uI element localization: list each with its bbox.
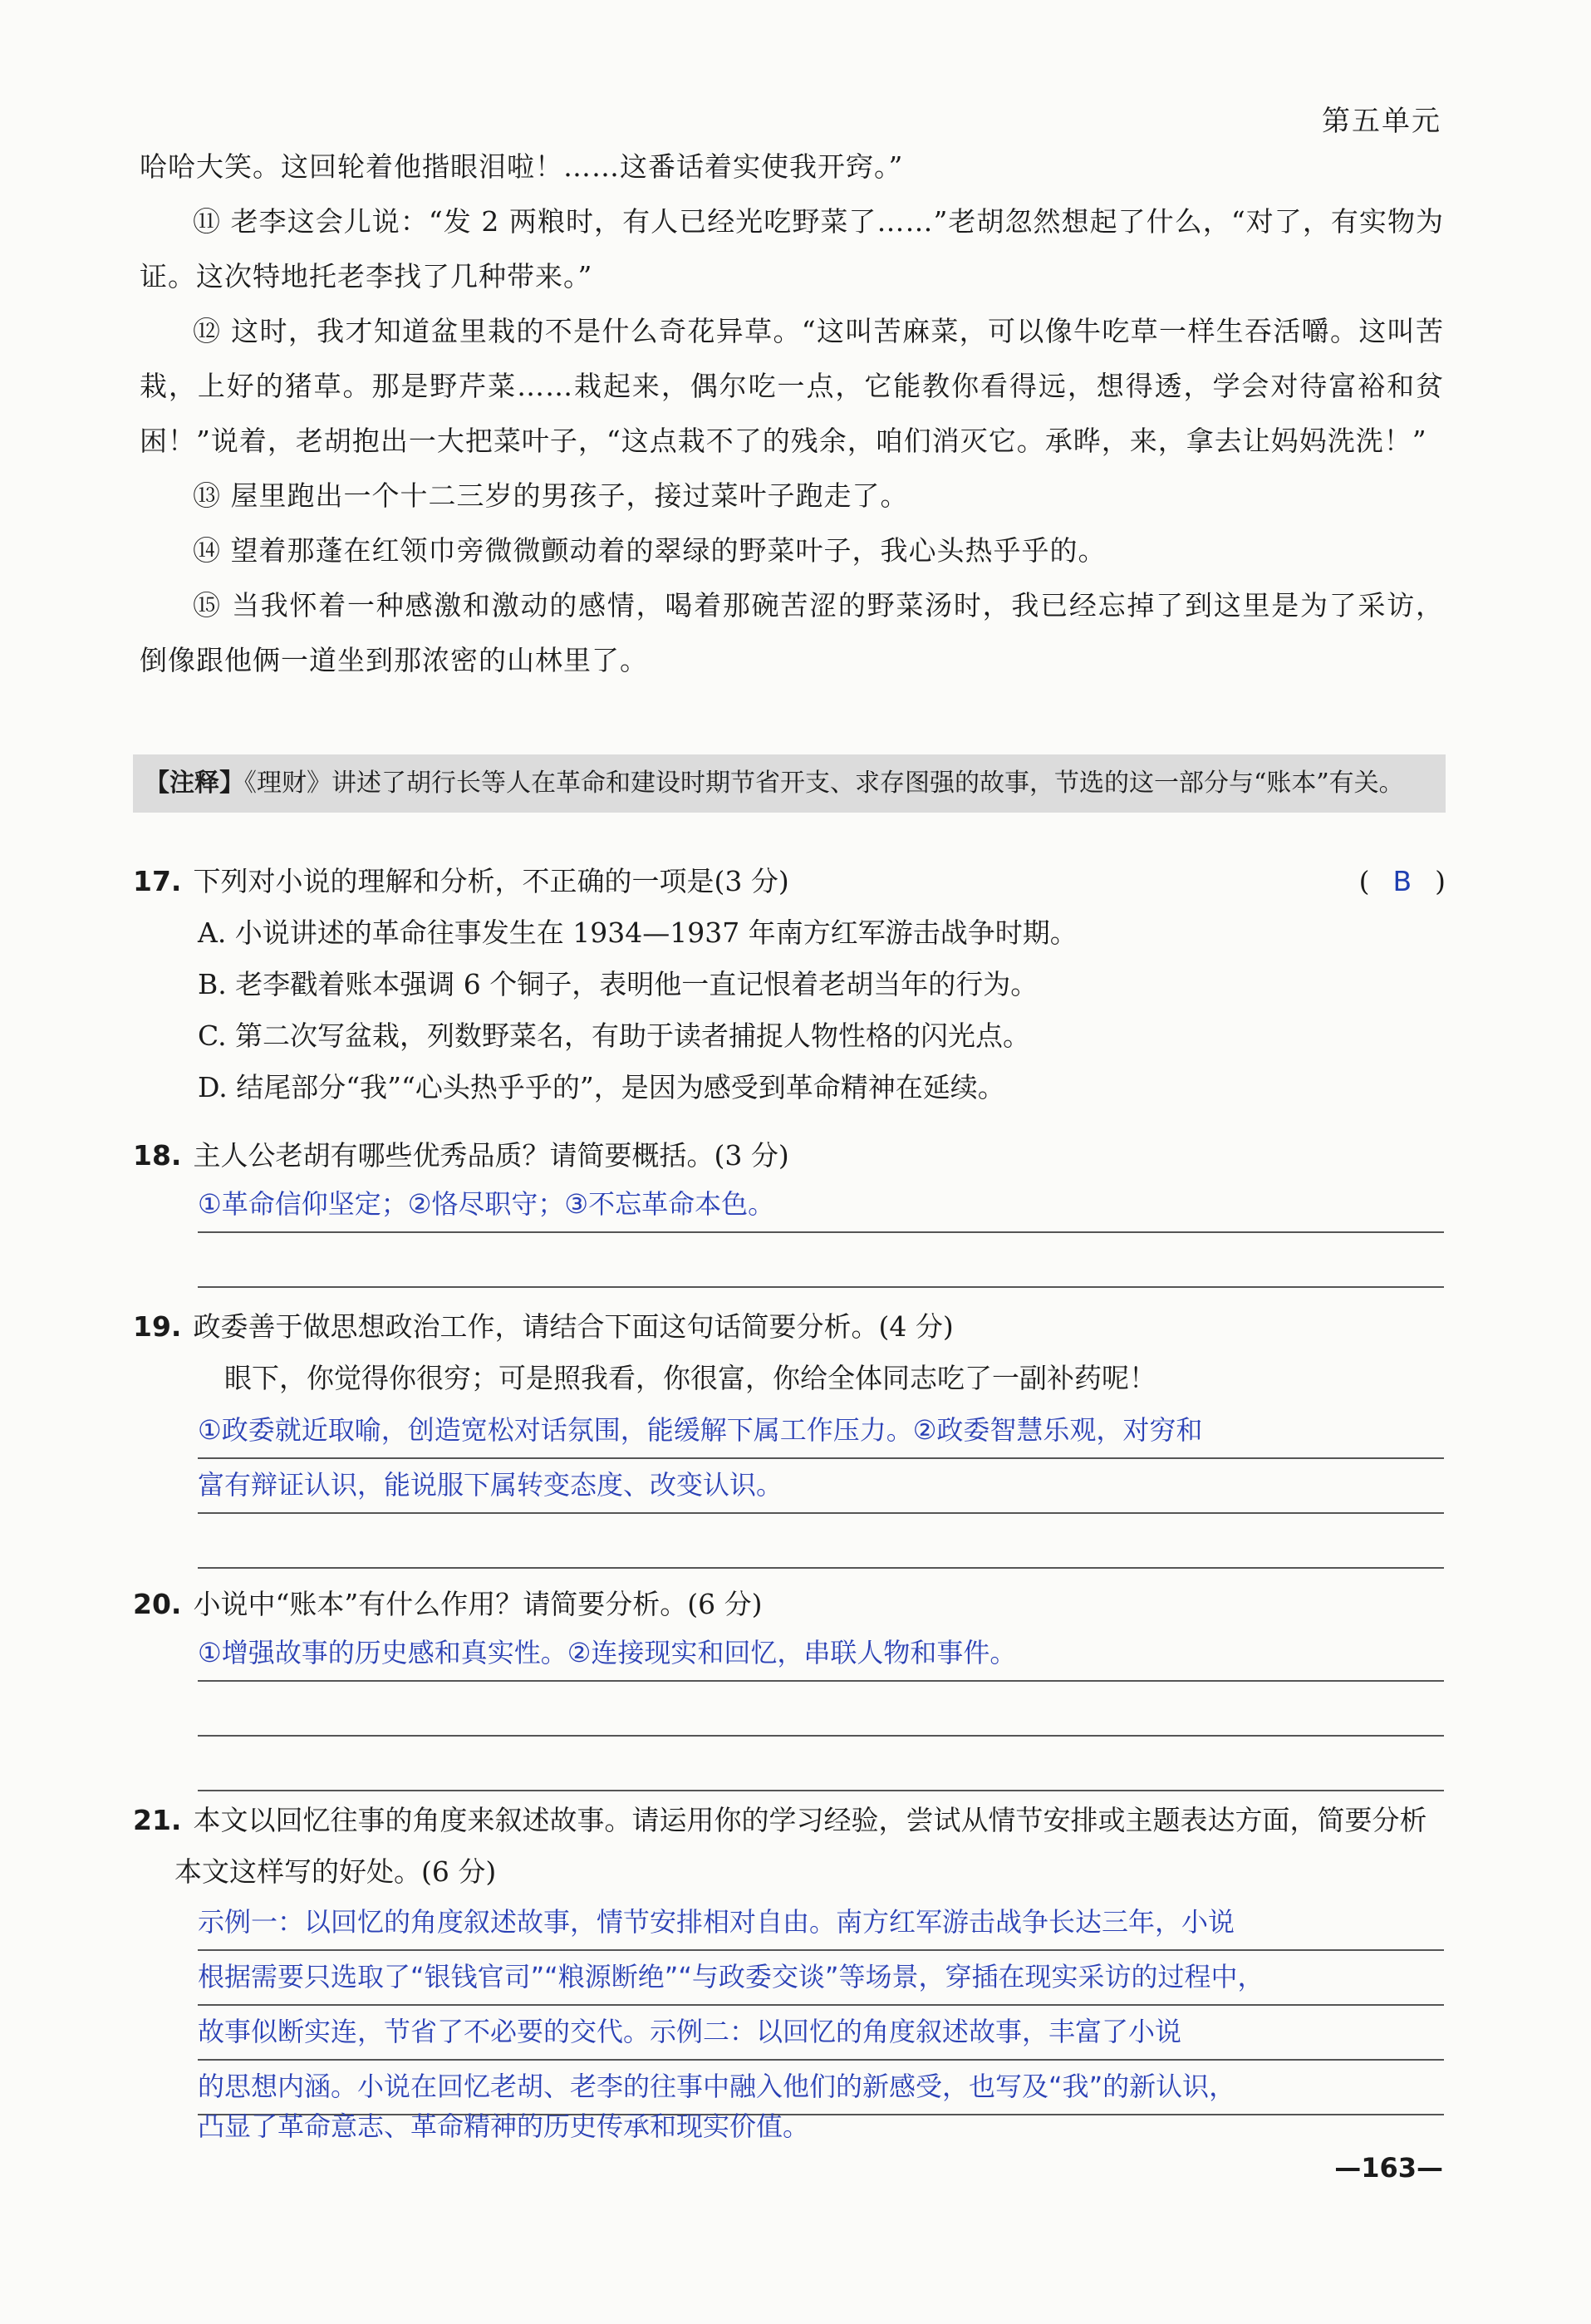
question-stem: 本文以回忆往事的角度来叙述故事。请运用你的学习经验，尝试从情节安排或主题表达方面，简要分析本文这样写的好处。(6 分) <box>174 1804 1427 1888</box>
question-stem: 小说中“账本”有什么作用？请简要分析。(6 分) <box>193 1588 763 1620</box>
answer-line <box>198 1235 1444 1288</box>
question-17 <box>133 856 1446 1113</box>
question-number: 18. <box>133 1139 182 1172</box>
question-20 <box>133 1579 1446 1630</box>
option-c: C. 第二次写盆栽，列数野菜名，有助于读者捕捉人物性格的闪光点。 <box>198 1020 1031 1052</box>
annotation-text: 《理财》讲述了胡行长等人在革命和建设时期节省开支、求存图强的故事，节选的这一部分与“账本”有关。 <box>244 769 1404 798</box>
choice-answer: B <box>1392 865 1412 897</box>
paren-open: ( <box>1358 865 1370 897</box>
answer-line: 凸显了革命意志、革命精神的历史传承和现实价值。 <box>198 2110 810 2142</box>
answer-bracket <box>1359 856 1446 907</box>
answer-line: 富有辩证认识，能说服下属转变态度、改变认识。 <box>198 1461 1444 1514</box>
answer-line: 的思想内涵。小说在回忆老胡、老李的往事中融入他们的新感受，也写及“我”的新认识， <box>198 2062 1444 2115</box>
question-stem: 政委善于做思想政治工作，请结合下面这句话简要分析。(4 分) <box>193 1310 954 1343</box>
answer-line: ①政委就近取喻，创造宽松对话氛围，能缓解下属工作压力。②政委智慧乐观，对穷和 <box>198 1406 1444 1459</box>
paren-close: ) <box>1435 865 1446 897</box>
page-number: —163— <box>1334 2152 1443 2184</box>
answer-line: 示例一：以回忆的角度叙述故事，情节安排相对自由。南方红军游击战争长达三年，小说 <box>198 1898 1444 1951</box>
unit-header: 第五单元 <box>1322 105 1441 138</box>
paragraph: ⑭ 望着那蓬在红领巾旁微微颤动着的翠绿的野菜叶子，我心头热乎乎的。 <box>193 534 1107 567</box>
question-number: 20. <box>133 1588 182 1620</box>
option-b: B. 老李戳着账本强调 6 个铜子，表明他一直记恨着老胡当年的行为。 <box>198 968 1039 1000</box>
story-excerpt <box>140 140 1444 688</box>
answer-line: ①革命信仰坚定；②恪尽职守；③不忘革命本色。 <box>198 1180 1444 1233</box>
option-a: A. 小说讲述的革命往事发生在 1934—1937 年南方红军游击战争时期。 <box>198 916 1078 949</box>
question-number: 21. <box>133 1804 182 1836</box>
paragraph: ⑫ 这时，我才知道盆里栽的不是什么奇花异草。“这叫苦麻菜，可以像牛吃草一样生吞活嚼。这叫苦栽，上好的猪草。那是野芹菜……栽起来，偶尔吃一点，它能教你看得远，想得透，学会对待富裕和贫困！”说着，老胡抱出一大把菜叶子，“这点栽不了的残余，咱们消灭它。承晔，来，拿去让妈妈洗洗！” <box>140 315 1444 457</box>
answer-line: 根据需要只选取了“银钱官司”“粮源断绝”“与政委交谈”等场景，穿插在现实采访的过程中， <box>198 1953 1444 2006</box>
question-stem: 下列对小说的理解和分析，不正确的一项是(3 分) <box>193 865 789 897</box>
question-19 <box>133 1301 1446 1404</box>
question-21 <box>133 1795 1446 1898</box>
answer-line <box>198 1683 1444 1737</box>
annotation-box <box>133 754 1446 813</box>
answer-line <box>198 1738 1444 1791</box>
question-stem: 主人公老胡有哪些优秀品质？请简要概括。(3 分) <box>193 1139 789 1172</box>
annotation-tag: 【注释】 <box>145 769 244 798</box>
question-18 <box>133 1130 1446 1182</box>
paragraph: ⑬ 屋里跑出一个十二三岁的男孩子，接过菜叶子跑走了。 <box>193 479 909 512</box>
answer-line <box>198 1516 1444 1569</box>
question-number: 17. <box>133 865 182 897</box>
answer-line: ①增强故事的历史感和真实性。②连接现实和回忆，串联人物和事件。 <box>198 1629 1444 1682</box>
paragraph: ⑮ 当我怀着一种感激和激动的感情，喝着那碗苦涩的野菜汤时，我已经忘掉了到这里是为了采访，倒像跟他俩一道坐到那浓密的山林里了。 <box>140 589 1444 676</box>
answer-line: 故事似断实连，节省了不必要的交代。示例二：以回忆的角度叙述故事，丰富了小说 <box>198 2007 1444 2061</box>
paragraph: ⑪ 老李这会儿说：“发 2 两粮时，有人已经光吃野菜了……”老胡忽然想起了什么，“对了，有实物为证。这次特地托老李找了几种带来。” <box>140 205 1444 292</box>
option-d: D. 结尾部分“我”“心头热乎乎的”，是因为感受到革命精神在延续。 <box>198 1071 1005 1103</box>
question-number: 19. <box>133 1310 182 1343</box>
quoted-sentence: 眼下，你觉得你很穷；可是照我看，你很富，你给全体同志吃了一副补药呢！ <box>224 1362 1156 1394</box>
paragraph: 哈哈大笑。这回轮着他揩眼泪啦！……这番话着实使我开窍。” <box>140 150 904 183</box>
